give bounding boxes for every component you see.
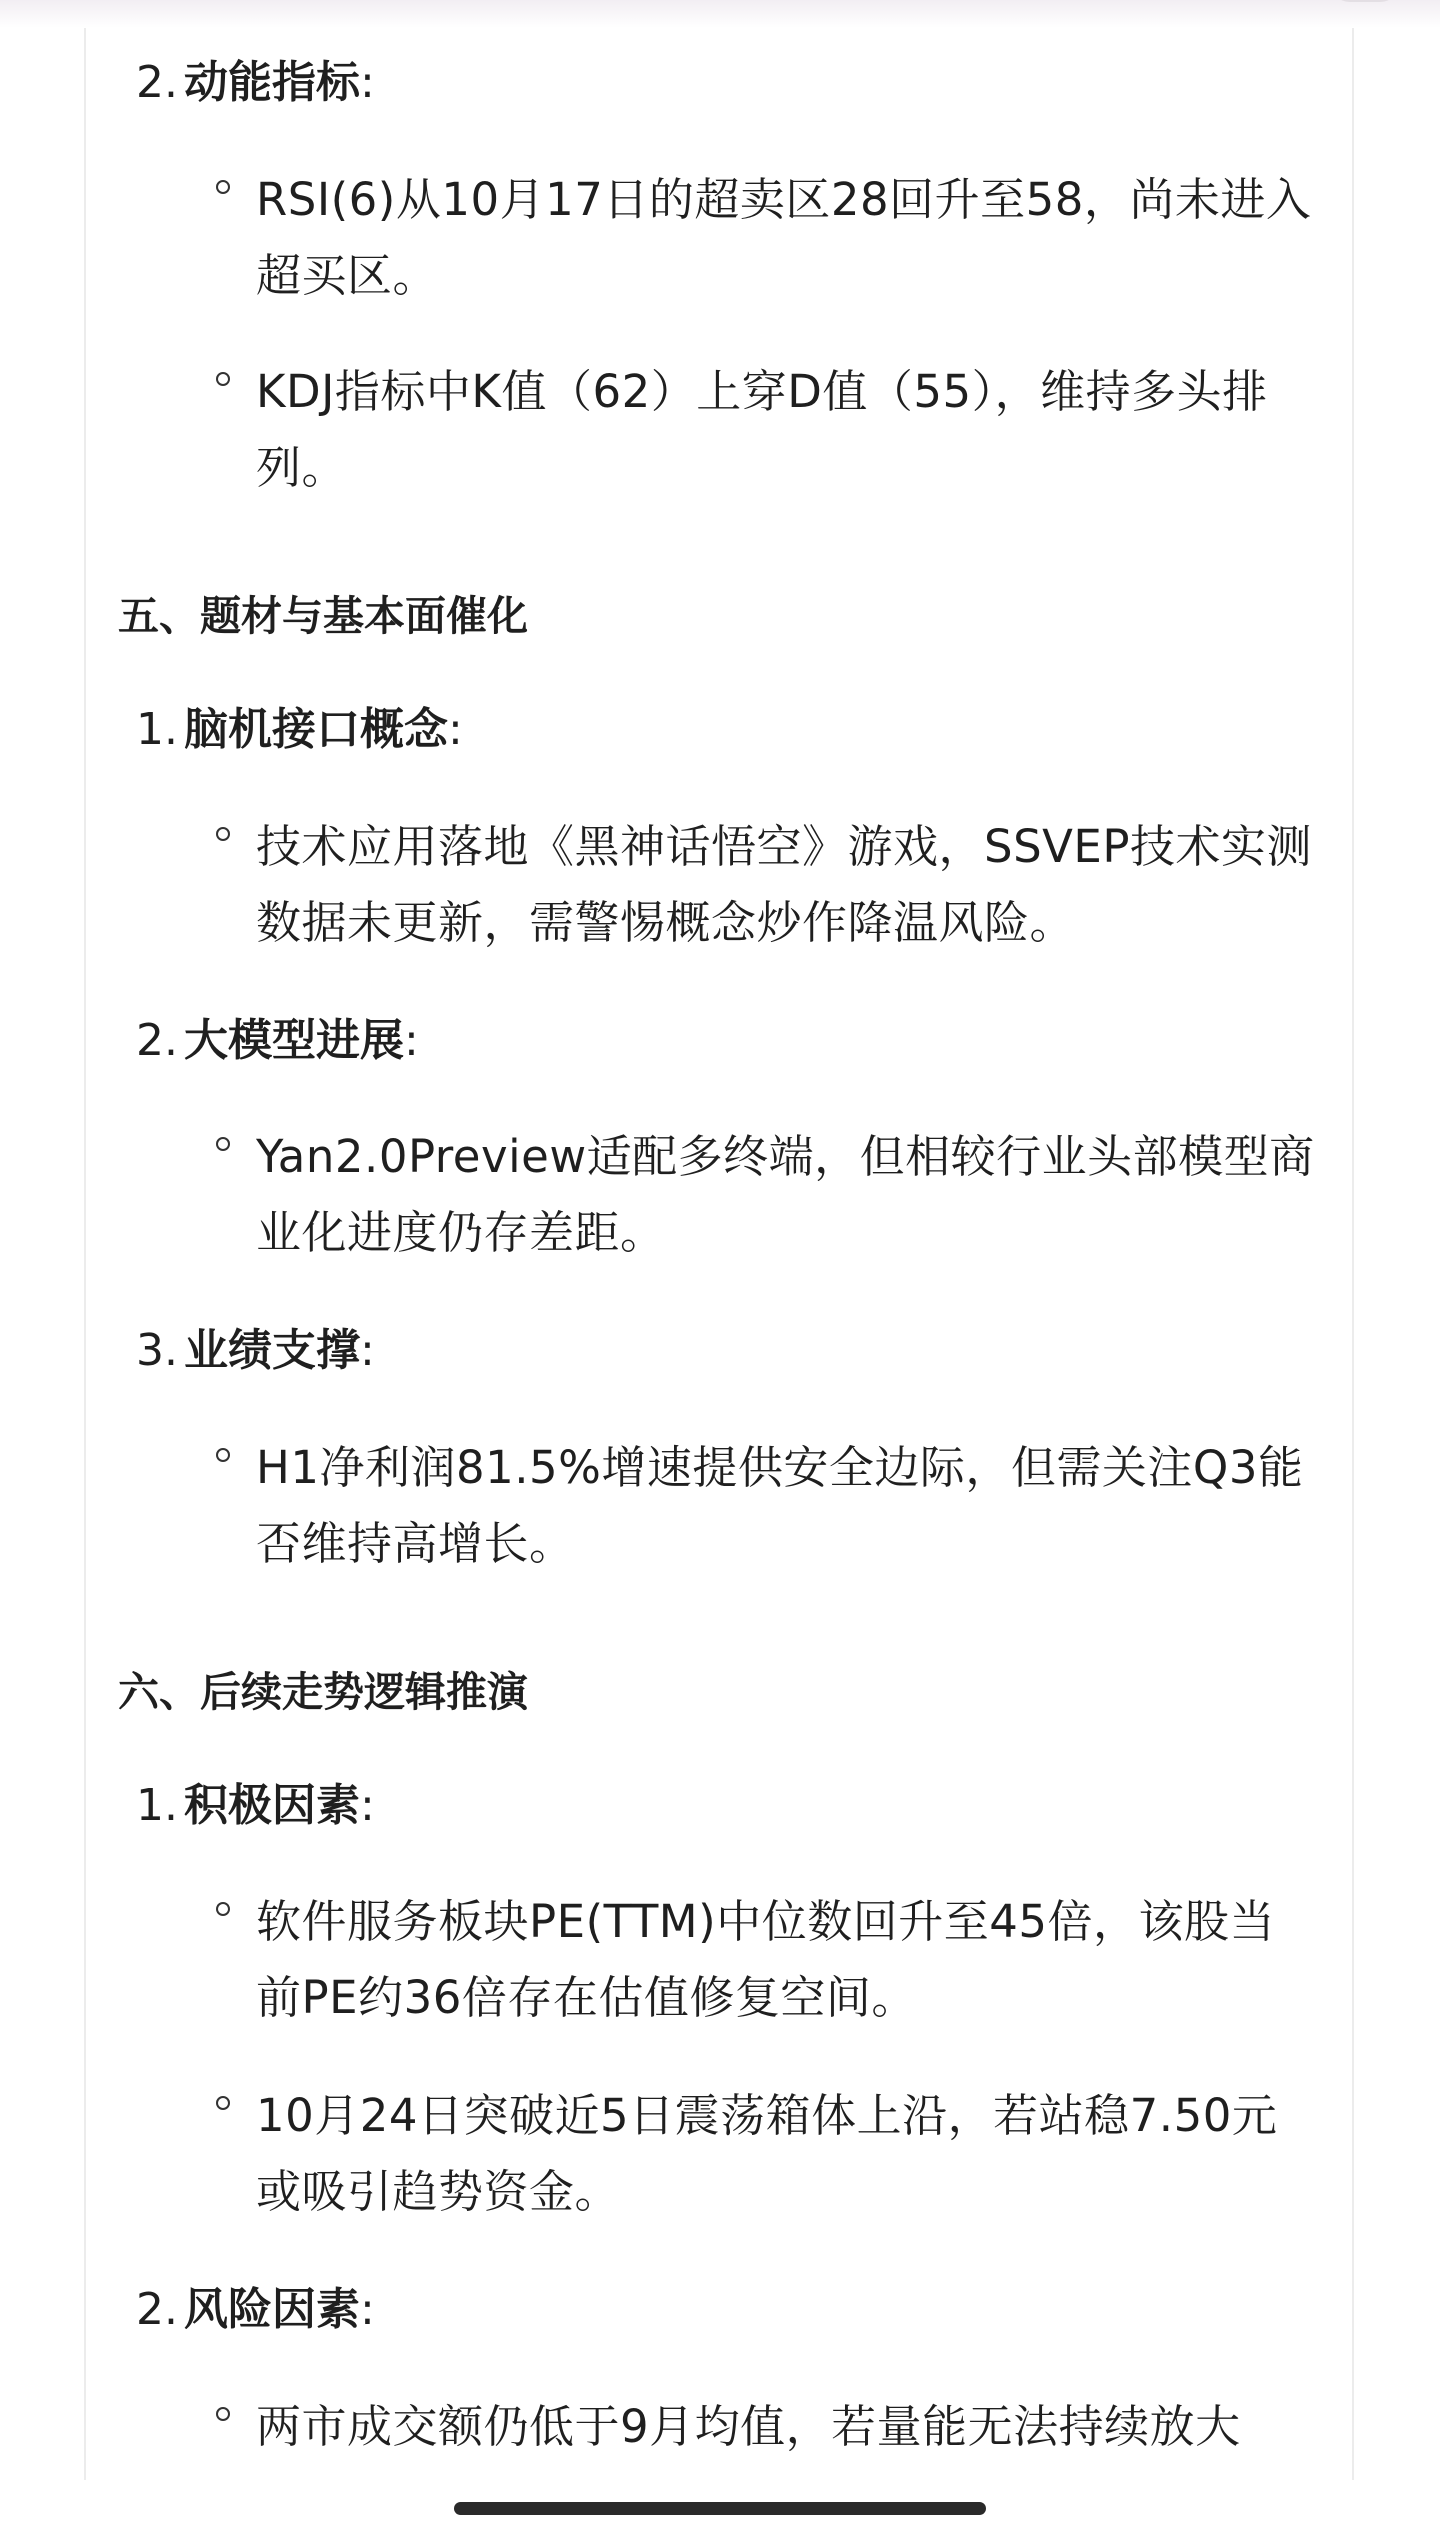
section-heading: 六、后续走势逻辑推演: [118, 1668, 528, 1716]
bullet-text: RSI(6)从10月17日的超卖区28回升至58，尚未进入超买区。: [256, 173, 1312, 302]
message-card: [84, 28, 1354, 2480]
earnings-heading: [136, 1322, 375, 1380]
bullet-text: 两市成交额仍低于9月均值，若量能无法持续放大: [256, 2400, 1241, 2453]
momentum-heading: [136, 54, 375, 112]
list-number: 3.: [136, 1325, 178, 1376]
list-item: [226, 1430, 1316, 1582]
list-number: 2.: [136, 1015, 178, 1066]
risk-heading: [136, 2281, 375, 2339]
hollow-bullet-icon: [216, 1902, 230, 1916]
bullet-text: 软件服务板块PE(TTM)中位数回升至45倍，该股当前PE约36倍存在估值修复空间。: [256, 1895, 1275, 2024]
hollow-bullet-icon: [216, 2407, 230, 2421]
bci-heading: [136, 701, 463, 759]
list-colon: :: [359, 1780, 375, 1831]
top-bar-fade: [0, 0, 1440, 28]
bullet-text: KDJ指标中K值（62）上穿D值（55），维持多头排列。: [256, 365, 1268, 494]
list-colon: :: [359, 1325, 375, 1376]
list-item: [226, 162, 1316, 314]
list-colon: :: [403, 1015, 419, 1066]
list-item: [226, 354, 1316, 506]
list-title: 积极因素: [183, 1780, 360, 1831]
bullet-text: H1净利润81.5%增速提供安全边际，但需关注Q3能否维持高增长。: [256, 1441, 1304, 1570]
section-heading: 五、题材与基本面催化: [118, 592, 528, 640]
list-number: 1.: [136, 1780, 178, 1831]
list-colon: :: [359, 2284, 375, 2335]
list-item: [226, 1119, 1316, 1271]
bullet-text: 10月24日突破近5日震荡箱体上沿，若站稳7.50元或吸引趋势资金。: [256, 2089, 1278, 2218]
list-title: 风险因素: [183, 2284, 360, 2335]
list-colon: :: [359, 57, 375, 108]
llm-heading: [136, 1012, 419, 1070]
positive-heading: [136, 1777, 375, 1835]
hollow-bullet-icon: [216, 2096, 230, 2110]
bullet-text: Yan2.0Preview适配多终端，但相较行业头部模型商业化进度仍存差距。: [256, 1130, 1315, 1259]
list-item: [226, 2078, 1316, 2230]
hollow-bullet-icon: [216, 1448, 230, 1462]
list-title: 业绩支撑: [183, 1325, 360, 1376]
list-title: 动能指标: [183, 57, 360, 108]
list-item: [226, 1884, 1316, 2036]
hollow-bullet-icon: [216, 827, 230, 841]
home-indicator[interactable]: [454, 2502, 986, 2515]
list-title: 脑机接口概念: [183, 704, 448, 755]
list-title: 大模型进展: [183, 1015, 404, 1066]
bullet-text: 技术应用落地《黑神话悟空》游戏，SSVEP技术实测数据未更新，需警惕概念炒作降温风险。: [256, 820, 1312, 949]
hollow-bullet-icon: [216, 1137, 230, 1151]
list-item: [226, 809, 1316, 961]
list-number: 2.: [136, 57, 178, 108]
list-colon: :: [447, 704, 463, 755]
hollow-bullet-icon: [216, 180, 230, 194]
list-number: 1.: [136, 704, 178, 755]
hollow-bullet-icon: [216, 372, 230, 386]
list-item: [226, 2389, 1316, 2465]
list-number: 2.: [136, 2284, 178, 2335]
